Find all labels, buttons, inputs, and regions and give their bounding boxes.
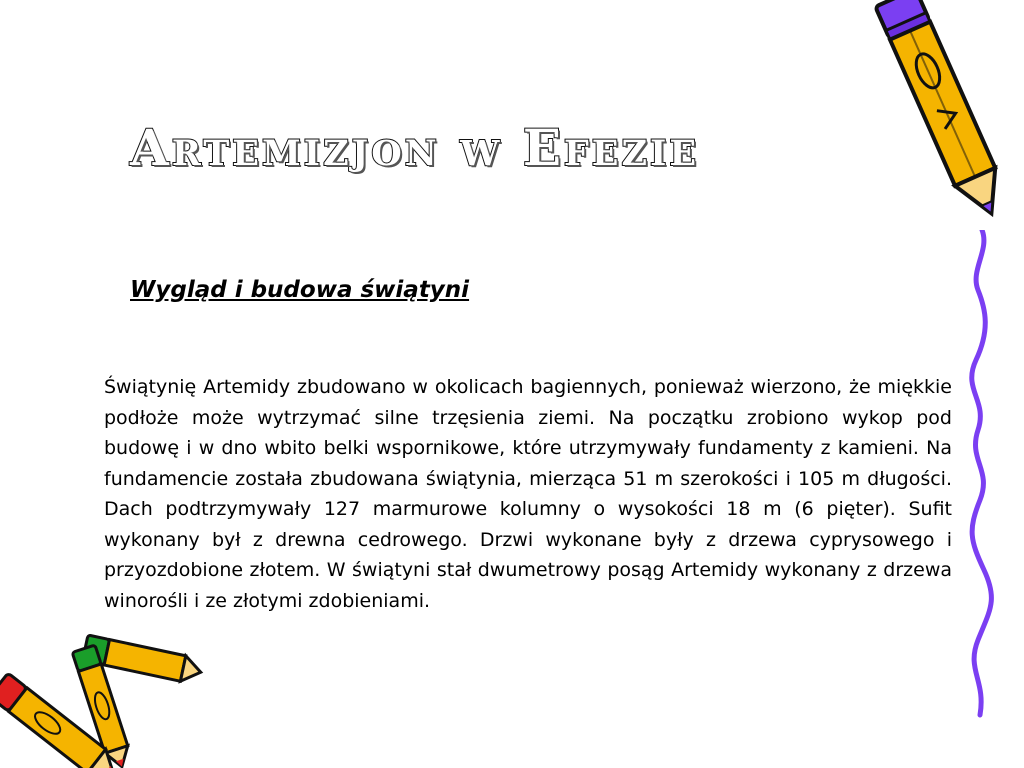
slide-title: Artemizjon w Efezie (130, 118, 700, 177)
purple-squiggle-line (960, 230, 1010, 720)
slide-subtitle: Wygląd i budowa świątyni (130, 277, 470, 303)
pencils-clipart-icon (0, 615, 205, 768)
body-paragraph: Świątynię Artemidy zbudowano w okolicach bagiennych, ponieważ wierzono, że miękkie podłoże może wytrzymać silne trzęsienia ziemi. Na początku zrobiono wykop pod budowę i w dno wbito belki wspornikowe, które utrzymywały fundamenty z kamieni. Na fundamencie została zbudowana świątynia, mierząca 51 m szerokości i 105 m długości. Dach podtrzymywały 127 marmurowe kolumny o wysokości 18 m (6 pięter). Sufit wykonany był z drewna cedrowego. Drzwi wykonane były z drzewa cyprysowego i przyozdobione złotem. W świątyni stał dwumetrowy posąg Artemidy wykonany z drzewa winorośli i ze złotymi zdobieniami. (104, 376, 952, 612)
pencil-clipart-icon (858, 0, 1008, 245)
